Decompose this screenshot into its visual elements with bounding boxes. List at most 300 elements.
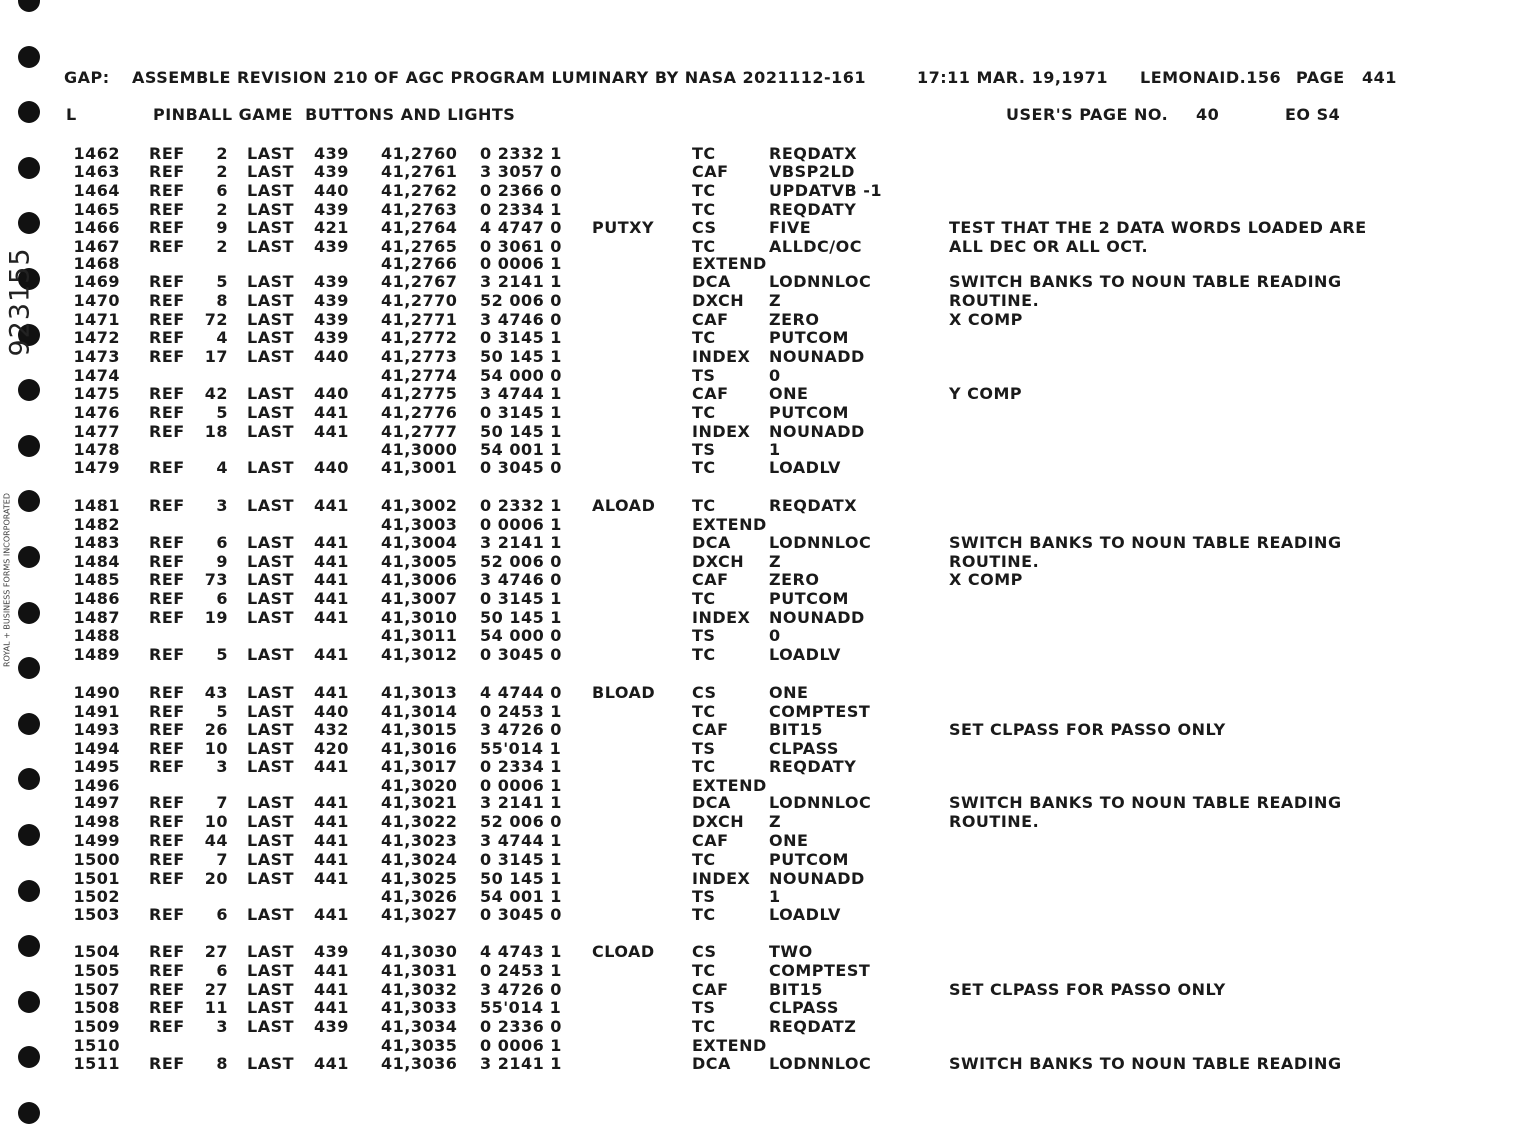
cell-n: 1486 bbox=[73, 589, 120, 608]
cell-cnt: 27 bbox=[204, 942, 228, 961]
cell-label: BLOAD bbox=[592, 683, 656, 702]
header-line-2 bbox=[0, 105, 1536, 124]
cell-comment: SWITCH BANKS TO NOUN TABLE READING bbox=[949, 533, 1342, 552]
cell-last: LAST bbox=[247, 589, 295, 608]
cell-ref: REF bbox=[149, 570, 185, 589]
listing-row bbox=[0, 980, 1536, 999]
cell-operand: PUTCOM bbox=[769, 403, 849, 422]
cell-cnt: 2 bbox=[216, 144, 228, 163]
cell-code: 0 2332 1 bbox=[480, 496, 562, 515]
cell-op: TC bbox=[692, 850, 716, 869]
cell-last: LAST bbox=[247, 310, 295, 329]
cell-addr: 41,3005 bbox=[381, 552, 458, 571]
cell-last: LAST bbox=[247, 181, 295, 200]
cell-code: 0 3045 0 bbox=[480, 905, 562, 924]
cell-code: 0 3045 0 bbox=[480, 645, 562, 664]
cell-cnt: 5 bbox=[216, 702, 228, 721]
cell-operand: LOADLV bbox=[769, 458, 841, 477]
cell-code: 0 2334 1 bbox=[480, 200, 562, 219]
cell-cnt: 3 bbox=[216, 757, 228, 776]
cell-op: CAF bbox=[692, 162, 729, 181]
cell-addr: 41,3001 bbox=[381, 458, 458, 477]
cell-code: 0 3145 1 bbox=[480, 589, 562, 608]
listing-row bbox=[0, 291, 1536, 310]
cell-code: 3 2141 1 bbox=[480, 533, 562, 552]
cell-op: DXCH bbox=[692, 812, 745, 831]
cell-ref: REF bbox=[149, 1054, 185, 1073]
cell-pg: 441 bbox=[314, 1054, 349, 1073]
cell-pg: 441 bbox=[314, 422, 349, 441]
cell-pg: 441 bbox=[314, 869, 349, 888]
cell-ref: REF bbox=[149, 961, 185, 980]
cell-op: DCA bbox=[692, 272, 731, 291]
cell-operand: BIT15 bbox=[769, 980, 823, 999]
cell-cnt: 6 bbox=[216, 905, 228, 924]
listing-row bbox=[0, 608, 1536, 627]
cell-addr: 41,2770 bbox=[381, 291, 458, 310]
users-page-number: 40 bbox=[1196, 105, 1220, 124]
cell-ref: REF bbox=[149, 310, 185, 329]
cell-n: 1503 bbox=[73, 905, 120, 924]
listing-row bbox=[0, 905, 1536, 924]
cell-addr: 41,2767 bbox=[381, 272, 458, 291]
cell-addr: 41,2777 bbox=[381, 422, 458, 441]
cell-operand: NOUNADD bbox=[769, 608, 865, 627]
cell-last: LAST bbox=[247, 347, 295, 366]
cell-ref: REF bbox=[149, 608, 185, 627]
cell-n: 1482 bbox=[73, 515, 120, 534]
cell-addr: 41,2772 bbox=[381, 328, 458, 347]
cell-cnt: 3 bbox=[216, 1017, 228, 1036]
cell-op: CS bbox=[692, 683, 717, 702]
cell-operand: LOADLV bbox=[769, 645, 841, 664]
cell-ref: REF bbox=[149, 328, 185, 347]
cell-op: TC bbox=[692, 905, 716, 924]
cell-cnt: 2 bbox=[216, 200, 228, 219]
cell-code: 50 145 1 bbox=[480, 347, 562, 366]
cell-n: 1478 bbox=[73, 440, 120, 459]
cell-n: 1494 bbox=[73, 739, 120, 758]
cell-pg: 439 bbox=[314, 291, 349, 310]
page-number: 441 bbox=[1362, 68, 1397, 87]
cell-addr: 41,3034 bbox=[381, 1017, 458, 1036]
listing-row bbox=[0, 645, 1536, 664]
cell-pg: 439 bbox=[314, 1017, 349, 1036]
cell-last: LAST bbox=[247, 458, 295, 477]
cell-n: 1487 bbox=[73, 608, 120, 627]
cell-comment: ROUTINE. bbox=[949, 291, 1040, 310]
cell-operand: Z bbox=[769, 812, 782, 831]
cell-ref: REF bbox=[149, 720, 185, 739]
cell-pg: 441 bbox=[314, 570, 349, 589]
listing-row bbox=[0, 422, 1536, 441]
cell-n: 1502 bbox=[73, 887, 120, 906]
cell-ref: REF bbox=[149, 793, 185, 812]
cell-code: 0 3145 1 bbox=[480, 850, 562, 869]
listing-label: LEMONAID.156 bbox=[1140, 68, 1282, 87]
cell-label: PUTXY bbox=[592, 218, 655, 237]
cell-operand: ONE bbox=[769, 384, 809, 403]
cell-pg: 441 bbox=[314, 496, 349, 515]
cell-ref: REF bbox=[149, 237, 185, 256]
sprocket-hole bbox=[18, 1102, 40, 1124]
cell-ref: REF bbox=[149, 998, 185, 1017]
cell-pg: 441 bbox=[314, 589, 349, 608]
cell-code: 3 4746 0 bbox=[480, 310, 562, 329]
cell-cnt: 19 bbox=[204, 608, 228, 627]
cell-operand: Z bbox=[769, 291, 782, 310]
cell-operand: ZERO bbox=[769, 570, 820, 589]
cell-operand: UPDATVB -1 bbox=[769, 181, 882, 200]
cell-cnt: 8 bbox=[216, 1054, 228, 1073]
cell-ref: REF bbox=[149, 181, 185, 200]
cell-n: 1469 bbox=[73, 272, 120, 291]
cell-addr: 41,2760 bbox=[381, 144, 458, 163]
cell-n: 1498 bbox=[73, 812, 120, 831]
cell-last: LAST bbox=[247, 793, 295, 812]
assembly-title: ASSEMBLE REVISION 210 OF AGC PROGRAM LUMINARY BY NASA 2021112-161 bbox=[132, 68, 867, 87]
cell-addr: 41,3015 bbox=[381, 720, 458, 739]
cell-cnt: 44 bbox=[204, 831, 228, 850]
cell-op: TC bbox=[692, 589, 716, 608]
cell-n: 1483 bbox=[73, 533, 120, 552]
cell-pg: 440 bbox=[314, 181, 349, 200]
cell-comment: SWITCH BANKS TO NOUN TABLE READING bbox=[949, 1054, 1342, 1073]
cell-op: TC bbox=[692, 702, 716, 721]
cell-addr: 41,2773 bbox=[381, 347, 458, 366]
cell-code: 0 2334 1 bbox=[480, 757, 562, 776]
cell-n: 1493 bbox=[73, 720, 120, 739]
cell-ref: REF bbox=[149, 533, 185, 552]
cell-code: 0 3061 0 bbox=[480, 237, 562, 256]
cell-pg: 441 bbox=[314, 403, 349, 422]
cell-operand: ALLDC/OC bbox=[769, 237, 862, 256]
cell-op: TS bbox=[692, 440, 716, 459]
cell-n: 1462 bbox=[73, 144, 120, 163]
cell-op: TS bbox=[692, 887, 716, 906]
listing-row bbox=[0, 589, 1536, 608]
cell-addr: 41,3031 bbox=[381, 961, 458, 980]
cell-n: 1496 bbox=[73, 776, 120, 795]
cell-operand: REQDATX bbox=[769, 144, 858, 163]
cell-addr: 41,3012 bbox=[381, 645, 458, 664]
cell-last: LAST bbox=[247, 570, 295, 589]
cell-pg: 441 bbox=[314, 831, 349, 850]
cell-op: CS bbox=[692, 942, 717, 961]
cell-operand: BIT15 bbox=[769, 720, 823, 739]
cell-addr: 41,3032 bbox=[381, 980, 458, 999]
cell-operand: LODNNLOC bbox=[769, 1054, 872, 1073]
cell-ref: REF bbox=[149, 831, 185, 850]
cell-cnt: 4 bbox=[216, 328, 228, 347]
cell-ref: REF bbox=[149, 702, 185, 721]
cell-cnt: 7 bbox=[216, 793, 228, 812]
cell-pg: 441 bbox=[314, 552, 349, 571]
cell-pg: 439 bbox=[314, 942, 349, 961]
cell-pg: 440 bbox=[314, 458, 349, 477]
cell-op: INDEX bbox=[692, 422, 751, 441]
cell-op: TS bbox=[692, 366, 716, 385]
cell-comment: SET CLPASS FOR PASSO ONLY bbox=[949, 720, 1226, 739]
listing-row bbox=[0, 626, 1536, 645]
cell-code: 55'014 1 bbox=[480, 998, 562, 1017]
cell-comment: Y COMP bbox=[949, 384, 1023, 403]
cell-pg: 441 bbox=[314, 645, 349, 664]
cell-pg: 439 bbox=[314, 310, 349, 329]
cell-n: 1499 bbox=[73, 831, 120, 850]
cell-code: 54 001 1 bbox=[480, 440, 562, 459]
listing-row bbox=[0, 793, 1536, 812]
cell-last: LAST bbox=[247, 384, 295, 403]
cell-n: 1475 bbox=[73, 384, 120, 403]
cell-ref: REF bbox=[149, 458, 185, 477]
cell-addr: 41,3003 bbox=[381, 515, 458, 534]
cell-cnt: 6 bbox=[216, 181, 228, 200]
cell-cnt: 5 bbox=[216, 645, 228, 664]
cell-addr: 41,3017 bbox=[381, 757, 458, 776]
cell-operand: NOUNADD bbox=[769, 422, 865, 441]
cell-n: 1510 bbox=[73, 1036, 120, 1055]
cell-op: EXTEND bbox=[692, 254, 767, 273]
cell-addr: 41,3010 bbox=[381, 608, 458, 627]
cell-operand: REQDATZ bbox=[769, 1017, 857, 1036]
listing-code: EO S4 bbox=[1285, 105, 1341, 124]
cell-addr: 41,3024 bbox=[381, 850, 458, 869]
cell-addr: 41,2765 bbox=[381, 237, 458, 256]
cell-ref: REF bbox=[149, 144, 185, 163]
cell-code: 3 4746 0 bbox=[480, 570, 562, 589]
cell-operand: NOUNADD bbox=[769, 869, 865, 888]
cell-operand: CLPASS bbox=[769, 739, 839, 758]
listing-row bbox=[0, 533, 1536, 552]
cell-operand: CLPASS bbox=[769, 998, 839, 1017]
cell-addr: 41,3030 bbox=[381, 942, 458, 961]
cell-operand: NOUNADD bbox=[769, 347, 865, 366]
cell-comment: TEST THAT THE 2 DATA WORDS LOADED ARE bbox=[949, 218, 1367, 237]
cell-n: 1466 bbox=[73, 218, 120, 237]
section-title: PINBALL GAME BUTTONS AND LIGHTS bbox=[153, 105, 516, 124]
cell-n: 1504 bbox=[73, 942, 120, 961]
cell-last: LAST bbox=[247, 869, 295, 888]
cell-code: 3 3057 0 bbox=[480, 162, 562, 181]
cell-comment: SET CLPASS FOR PASSO ONLY bbox=[949, 980, 1226, 999]
cell-ref: REF bbox=[149, 1017, 185, 1036]
cell-code: 0 3045 0 bbox=[480, 458, 562, 477]
cell-comment: ROUTINE. bbox=[949, 552, 1040, 571]
cell-addr: 41,3026 bbox=[381, 887, 458, 906]
cell-addr: 41,3014 bbox=[381, 702, 458, 721]
cell-n: 1476 bbox=[73, 403, 120, 422]
cell-cnt: 10 bbox=[204, 739, 228, 758]
cell-code: 3 4726 0 bbox=[480, 980, 562, 999]
cell-code: 0 2366 0 bbox=[480, 181, 562, 200]
cell-ref: REF bbox=[149, 496, 185, 515]
cell-pg: 421 bbox=[314, 218, 349, 237]
cell-addr: 41,3000 bbox=[381, 440, 458, 459]
cell-op: CAF bbox=[692, 980, 729, 999]
timestamp: 17:11 MAR. 19,1971 bbox=[917, 68, 1108, 87]
cell-n: 1473 bbox=[73, 347, 120, 366]
cell-operand: 0 bbox=[769, 626, 781, 645]
listing-row bbox=[0, 384, 1536, 403]
cell-comment: ROUTINE. bbox=[949, 812, 1040, 831]
cell-cnt: 9 bbox=[216, 218, 228, 237]
cell-code: 0 2453 1 bbox=[480, 702, 562, 721]
listing-row bbox=[0, 961, 1536, 980]
listing-row bbox=[0, 181, 1536, 200]
cell-ref: REF bbox=[149, 162, 185, 181]
cell-addr: 41,2766 bbox=[381, 254, 458, 273]
listing-row bbox=[0, 998, 1536, 1017]
cell-addr: 41,2776 bbox=[381, 403, 458, 422]
cell-code: 0 0006 1 bbox=[480, 776, 562, 795]
cell-last: LAST bbox=[247, 702, 295, 721]
cell-n: 1500 bbox=[73, 850, 120, 869]
cell-addr: 41,3020 bbox=[381, 776, 458, 795]
cell-pg: 441 bbox=[314, 812, 349, 831]
cell-addr: 41,3036 bbox=[381, 1054, 458, 1073]
cell-ref: REF bbox=[149, 812, 185, 831]
cell-operand: LODNNLOC bbox=[769, 272, 872, 291]
cell-n: 1465 bbox=[73, 200, 120, 219]
cell-pg: 441 bbox=[314, 683, 349, 702]
cell-pg: 440 bbox=[314, 384, 349, 403]
cell-n: 1470 bbox=[73, 291, 120, 310]
listing-row bbox=[0, 702, 1536, 721]
cell-operand: COMPTEST bbox=[769, 702, 871, 721]
cell-n: 1468 bbox=[73, 254, 120, 273]
cell-code: 0 3145 1 bbox=[480, 328, 562, 347]
cell-pg: 440 bbox=[314, 347, 349, 366]
cell-op: TC bbox=[692, 328, 716, 347]
cell-op: INDEX bbox=[692, 869, 751, 888]
cell-n: 1471 bbox=[73, 310, 120, 329]
listing-row bbox=[0, 683, 1536, 702]
cell-cnt: 8 bbox=[216, 291, 228, 310]
cell-cnt: 10 bbox=[204, 812, 228, 831]
listing-row bbox=[0, 310, 1536, 329]
cell-n: 1474 bbox=[73, 366, 120, 385]
cell-code: 0 2336 0 bbox=[480, 1017, 562, 1036]
cell-addr: 41,2762 bbox=[381, 181, 458, 200]
cell-ref: REF bbox=[149, 980, 185, 999]
cell-n: 1508 bbox=[73, 998, 120, 1017]
cell-last: LAST bbox=[247, 496, 295, 515]
cell-operand: ZERO bbox=[769, 310, 820, 329]
cell-cnt: 2 bbox=[216, 237, 228, 256]
cell-op: TC bbox=[692, 1017, 716, 1036]
cell-addr: 41,3035 bbox=[381, 1036, 458, 1055]
cell-ref: REF bbox=[149, 869, 185, 888]
cell-pg: 441 bbox=[314, 961, 349, 980]
cell-op: EXTEND bbox=[692, 515, 767, 534]
cell-n: 1501 bbox=[73, 869, 120, 888]
cell-pg: 441 bbox=[314, 608, 349, 627]
cell-ref: REF bbox=[149, 218, 185, 237]
cell-ref: REF bbox=[149, 272, 185, 291]
cell-pg: 441 bbox=[314, 850, 349, 869]
cell-code: 0 3145 1 bbox=[480, 403, 562, 422]
cell-last: LAST bbox=[247, 272, 295, 291]
listing-row bbox=[0, 1054, 1536, 1073]
listing-row bbox=[0, 850, 1536, 869]
cell-pg: 420 bbox=[314, 739, 349, 758]
cell-last: LAST bbox=[247, 403, 295, 422]
cell-ref: REF bbox=[149, 739, 185, 758]
cell-n: 1463 bbox=[73, 162, 120, 181]
cell-operand: VBSP2LD bbox=[769, 162, 855, 181]
cell-operand: LODNNLOC bbox=[769, 533, 872, 552]
cell-addr: 41,2774 bbox=[381, 366, 458, 385]
cell-addr: 41,3033 bbox=[381, 998, 458, 1017]
listing-row bbox=[0, 366, 1536, 385]
cell-n: 1464 bbox=[73, 181, 120, 200]
cell-ref: REF bbox=[149, 589, 185, 608]
cell-n: 1490 bbox=[73, 683, 120, 702]
cell-last: LAST bbox=[247, 608, 295, 627]
margin-imprint-text: ROYAL + BUSINESS FORMS INCORPORATED bbox=[2, 493, 12, 667]
listing-row bbox=[0, 254, 1536, 273]
cell-operand: 1 bbox=[769, 887, 781, 906]
cell-addr: 41,3006 bbox=[381, 570, 458, 589]
cell-cnt: 5 bbox=[216, 403, 228, 422]
cell-cnt: 27 bbox=[204, 980, 228, 999]
listing-row bbox=[0, 942, 1536, 961]
cell-operand: PUTCOM bbox=[769, 850, 849, 869]
listing-row bbox=[0, 496, 1536, 515]
cell-code: 0 0006 1 bbox=[480, 254, 562, 273]
cell-code: 55'014 1 bbox=[480, 739, 562, 758]
cell-label: CLOAD bbox=[592, 942, 655, 961]
cell-addr: 41,3004 bbox=[381, 533, 458, 552]
cell-code: 0 0006 1 bbox=[480, 515, 562, 534]
cell-code: 0 2453 1 bbox=[480, 961, 562, 980]
cell-n: 1511 bbox=[73, 1054, 120, 1073]
listing-row bbox=[0, 887, 1536, 906]
cell-cnt: 5 bbox=[216, 272, 228, 291]
cell-operand: Z bbox=[769, 552, 782, 571]
cell-ref: REF bbox=[149, 942, 185, 961]
cell-ref: REF bbox=[149, 200, 185, 219]
cell-last: LAST bbox=[247, 1054, 295, 1073]
cell-op: TC bbox=[692, 496, 716, 515]
cell-n: 1479 bbox=[73, 458, 120, 477]
cell-op: CAF bbox=[692, 570, 729, 589]
cell-ref: REF bbox=[149, 291, 185, 310]
cell-cnt: 17 bbox=[204, 347, 228, 366]
cell-cnt: 2 bbox=[216, 162, 228, 181]
cell-op: DCA bbox=[692, 1054, 731, 1073]
listing-row bbox=[0, 1036, 1536, 1055]
cell-cnt: 42 bbox=[204, 384, 228, 403]
cell-addr: 41,3027 bbox=[381, 905, 458, 924]
cell-code: 52 006 0 bbox=[480, 812, 562, 831]
cell-last: LAST bbox=[247, 850, 295, 869]
cell-cnt: 26 bbox=[204, 720, 228, 739]
l-marker: L bbox=[66, 105, 77, 124]
cell-pg: 441 bbox=[314, 980, 349, 999]
cell-addr: 41,3016 bbox=[381, 739, 458, 758]
cell-last: LAST bbox=[247, 739, 295, 758]
cell-pg: 439 bbox=[314, 237, 349, 256]
cell-operand: FIVE bbox=[769, 218, 812, 237]
cell-code: 3 2141 1 bbox=[480, 1054, 562, 1073]
cell-last: LAST bbox=[247, 422, 295, 441]
cell-code: 4 4743 1 bbox=[480, 942, 562, 961]
cell-op: TC bbox=[692, 757, 716, 776]
cell-operand: LOADLV bbox=[769, 905, 841, 924]
listing-row bbox=[0, 869, 1536, 888]
